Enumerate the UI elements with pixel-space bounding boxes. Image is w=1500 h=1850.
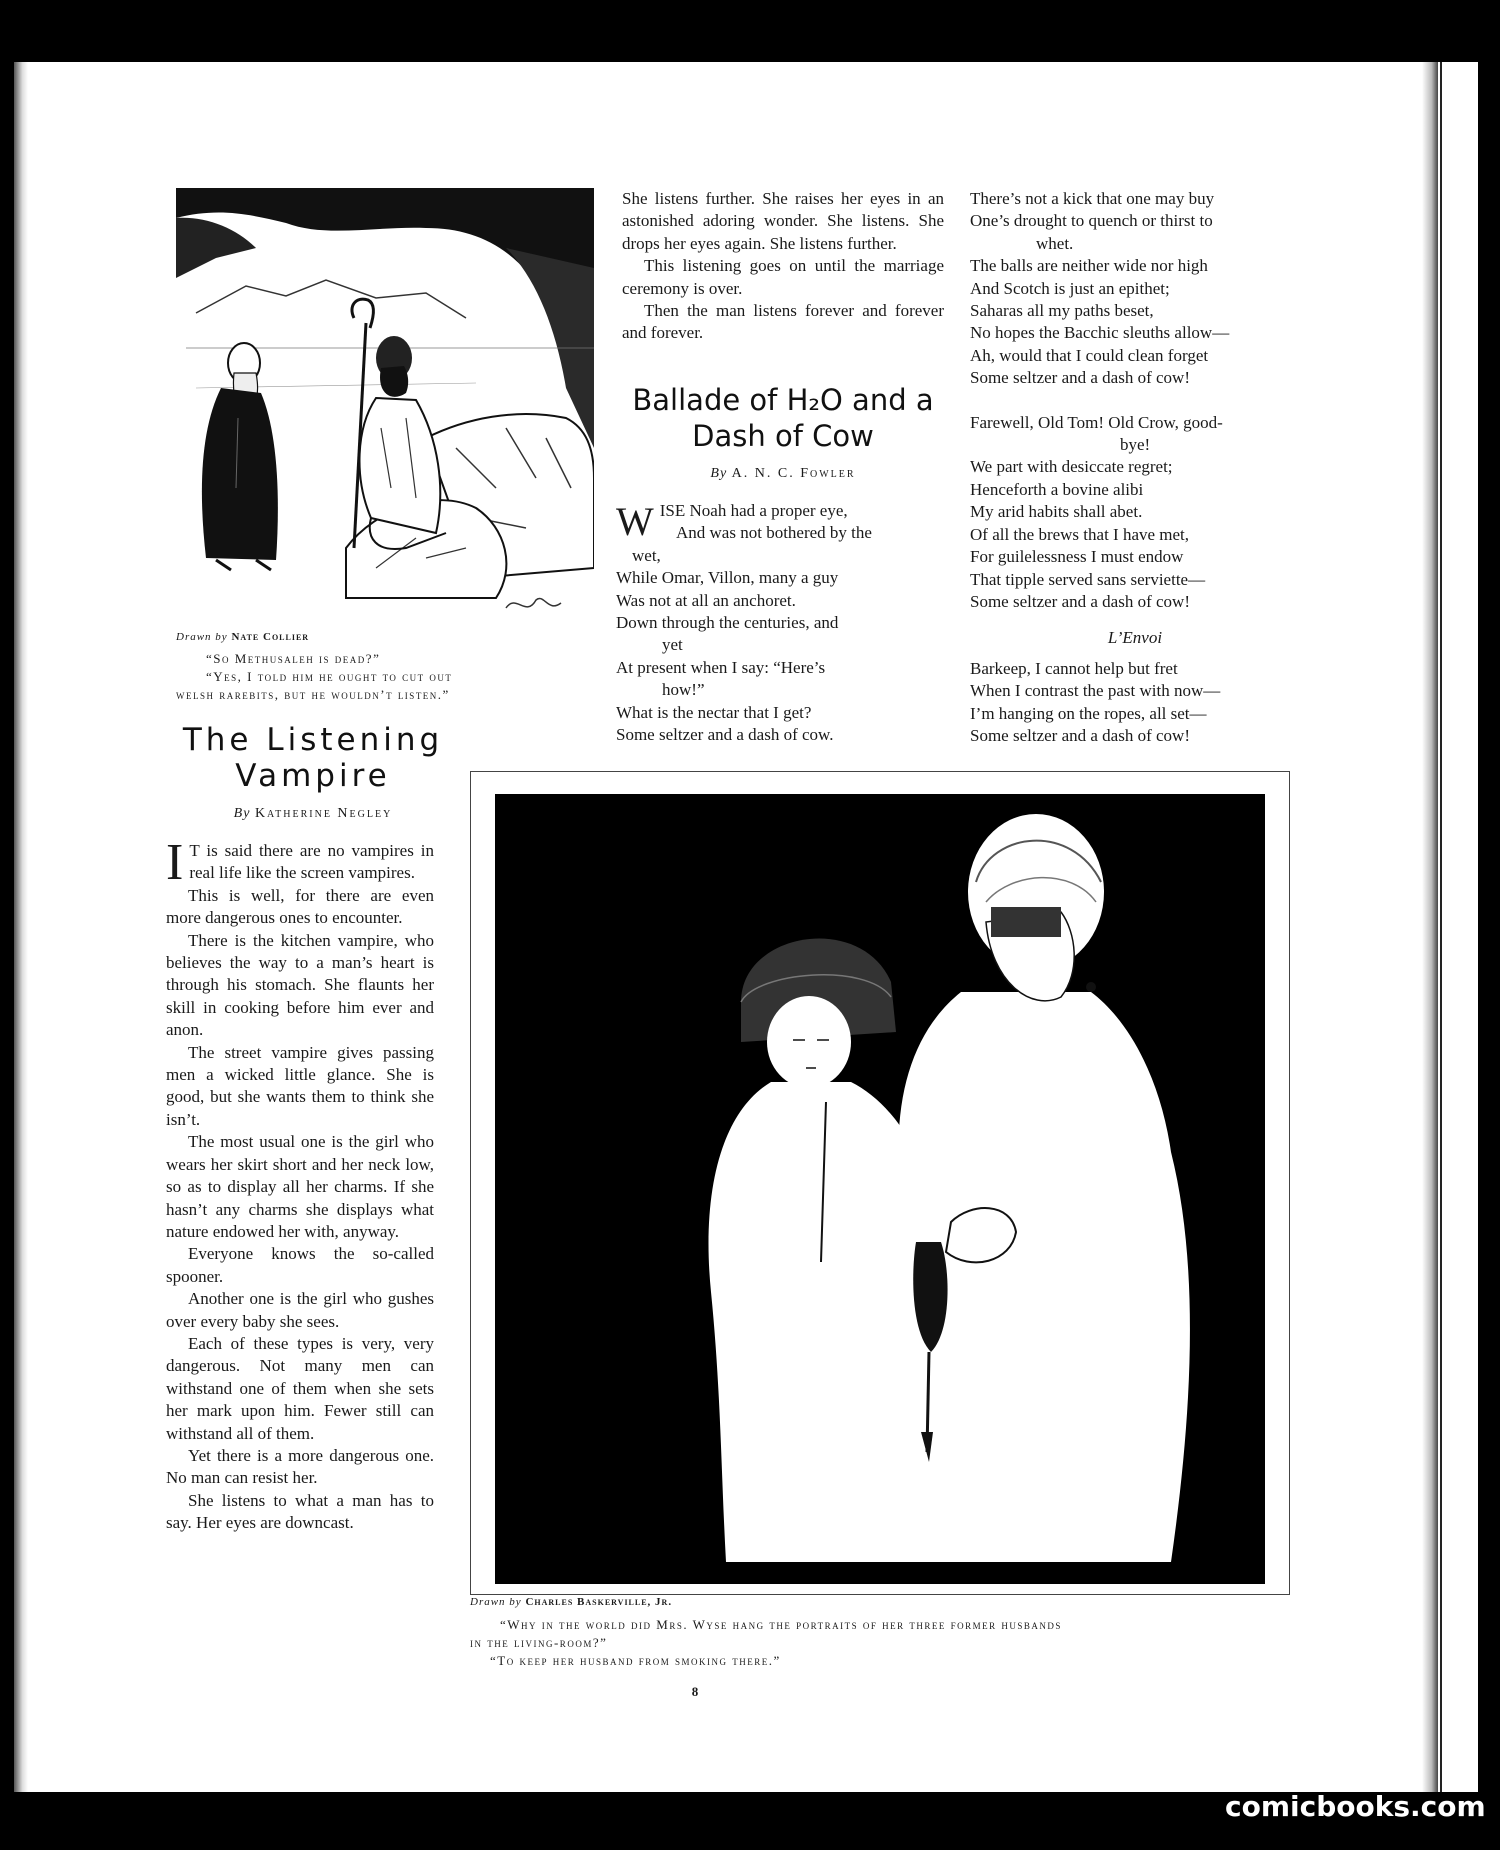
ballade-right-column	[970, 188, 1300, 747]
cartoon2-credit-name: Charles Baskerville, Jr.	[525, 1596, 673, 1608]
vampire-article-continued	[622, 188, 944, 345]
ballade-s3-l8: That tipple served sans serviette—	[970, 569, 1206, 589]
cartoon2-credit-prefix: Drawn by	[470, 1596, 522, 1608]
page-number: 8	[691, 1684, 699, 1699]
ballade-s1-l4: While Omar, Villon, many a guy	[616, 568, 839, 588]
ballade-s3-l6: Of all the brews that I have met,	[970, 524, 1190, 544]
vampire-byline-name: Katherine Negley	[254, 806, 393, 821]
ballade-s2-l5: And Scotch is just an epithet;	[970, 278, 1170, 298]
ballade-s2-l4: The balls are neither wide nor high	[970, 256, 1208, 276]
cartoon2-credit	[470, 1596, 870, 1608]
cartoon-methusaleh-drawing	[176, 188, 594, 628]
ballade-s2-l8: Ah, would that I could clean forget	[970, 345, 1209, 365]
vampire-title	[168, 722, 458, 794]
cartoon1-credit	[176, 631, 476, 643]
ballade-s2-l6: Saharas all my paths beset,	[970, 301, 1154, 321]
facing-page-edge	[1440, 62, 1478, 1792]
ballade-byline-name: A. N. C. Fowler	[731, 466, 856, 481]
cartoon2-caption-line-2: in the living-room?”	[470, 1635, 608, 1650]
vampire-dropcap: I	[166, 834, 184, 891]
vampire-byline	[168, 806, 458, 822]
cartoon1-credit-name: Nate Collier	[231, 631, 310, 643]
ballade-s3-l7: For guilelessness I must endow	[970, 547, 1184, 567]
vampire-cont-paragraph-2: This listening goes on until the marriage ceremony is over.	[622, 256, 944, 298]
ballade-byline	[612, 466, 954, 482]
cartoon2-caption	[470, 1616, 1288, 1670]
ballade-s1-l2: And was not bothered by the	[676, 523, 872, 543]
ballade-s3-l3: We part with desiccate regret;	[970, 457, 1173, 477]
envoi-l2: When I contrast the past with now—	[970, 681, 1221, 701]
cartoon2-caption-line-3: “To keep her husband from smoking there.”	[490, 1653, 781, 1668]
cartoon2-caption-line-1: “Why in the world did Mrs. Wyse hang the portraits of her three former husbands	[500, 1617, 1062, 1632]
ballade-s1-l10: What is the nectar that I get?	[616, 702, 812, 722]
vampire-paragraph-9: Yet there is a more dangerous one. No man can resist her.	[166, 1445, 434, 1488]
cartoon-methusaleh	[176, 188, 594, 628]
cartoon1-caption-line-3: welsh rarebits, but he wouldn’t listen.”	[176, 687, 450, 702]
ballade-s2-l7: No hopes the Bacchic sleuths allow—	[970, 323, 1230, 343]
vampire-paragraph-5: The most usual one is the girl who wears her skirt short and her neck low, so as to display all her charms. If she hasn’t any charms she displays what nature endowed her with, anyway.	[166, 1132, 434, 1241]
envoi-l3: I’m hanging on the ropes, all set—	[970, 703, 1207, 723]
ballade-s1-l6: Down through the centuries, and	[616, 613, 839, 633]
ballade-s2-l1: There’s not a kick that one may buy	[970, 189, 1215, 208]
vampire-paragraph-3: There is the kitchen vampire, who believes the way to a man’s heart is through his stomach. She flaunts her skill in cooking before him ever and anon.	[166, 930, 434, 1040]
watermark: comicbooks.com	[1225, 1790, 1486, 1823]
vampire-title-line-2: Vampire	[235, 758, 391, 794]
ballade-s3-l1: Farewell, Old Tom! Old Crow, good-	[970, 412, 1223, 432]
vampire-paragraph-6: Everyone knows the so-called spooner.	[166, 1244, 434, 1286]
ballade-title-line-1: Ballade of H₂O and a	[632, 383, 934, 417]
vampire-cont-paragraph-1: She listens further. She raises her eyes in an astonished adoring wonder. She listens. She drops her eyes again. She listens further.	[622, 189, 944, 253]
ballade-s2-l2: One’s drought to quench or thirst to	[970, 211, 1213, 231]
ballade-byline-prefix: By	[710, 466, 728, 481]
vampire-paragraph-1: I T is said there are no vampires in real life like the screen vampires.	[166, 834, 434, 891]
ballade-s1-l8: At present when I say: “Here’s	[616, 657, 826, 677]
vampire-paragraph-8: Each of these types is very, very dangerous. Not many men can withstand one of them when she sets her mark upon him. Fewer still can withstand all of them.	[166, 1333, 434, 1443]
ballade-s3-l4: Henceforth a bovine alibi	[970, 479, 1144, 499]
ballade-s1-l11: Some seltzer and a dash of cow.	[616, 725, 834, 745]
ballade-s1-l9: how!”	[662, 680, 705, 700]
envoi-l4: Some seltzer and a dash of cow!	[970, 725, 1190, 745]
cartoon-two-women	[470, 771, 1290, 1595]
cartoon1-caption-line-1: “So Methusaleh is dead?”	[206, 651, 381, 666]
vampire-paragraph-10: She listens to what a man has to say. Her eyes are downcast.	[166, 1490, 434, 1533]
cartoon1-credit-prefix: Drawn by	[176, 631, 228, 643]
ballade-title-line-2: Dash of Cow	[692, 419, 874, 453]
ballade-envoi	[970, 658, 1300, 748]
vampire-paragraph-7: Another one is the girl who gushes over every baby she sees.	[166, 1289, 434, 1331]
vampire-article-body	[166, 834, 434, 1535]
ballade-title	[612, 382, 954, 454]
page-shadow-left	[14, 62, 28, 1792]
cartoon1-caption	[176, 650, 594, 704]
cartoon-two-women-drawing	[471, 772, 1289, 1594]
vampire-cont-paragraph-3: Then the man listens forever and forever and forever.	[622, 301, 944, 343]
envoi-l1: Barkeep, I cannot help but fret	[970, 658, 1178, 678]
vampire-paragraph-4: The street vampire gives passing men a wicked little glance. She is good, but she wants them to think she isn’t.	[166, 1042, 434, 1129]
ballade-s1-l7: yet	[662, 635, 683, 655]
ballade-stanza-3	[970, 412, 1300, 614]
vampire-title-line-1: The Listening	[182, 722, 444, 758]
envoi-title: L’Envoi	[1107, 628, 1163, 648]
ballade-s1-l1: WISE Noah had a proper eye,	[616, 499, 848, 544]
cartoon1-caption-line-2: “Yes, I told him he ought to cut out	[206, 669, 453, 684]
ballade-s3-l2: bye!	[1120, 435, 1151, 455]
ballade-stanza-1	[616, 500, 946, 746]
page-fold	[1422, 62, 1438, 1792]
ballade-dropcap: W	[616, 499, 654, 544]
ballade-s1-l3: wet,	[632, 545, 661, 565]
ballade-s3-l9: Some seltzer and a dash of cow!	[970, 591, 1190, 611]
ballade-s2-l9: Some seltzer and a dash of cow!	[970, 368, 1190, 388]
vampire-byline-prefix: By	[233, 806, 251, 821]
ballade-s3-l5: My arid habits shall abet.	[970, 502, 1143, 522]
ballade-s1-l5: Was not at all an anchoret.	[616, 590, 796, 610]
ballade-s2-l3: whet.	[1036, 233, 1074, 253]
ballade-stanza-2	[970, 188, 1300, 390]
vampire-paragraph-2: This is well, for there are even more dangerous ones to encounter.	[166, 885, 434, 928]
